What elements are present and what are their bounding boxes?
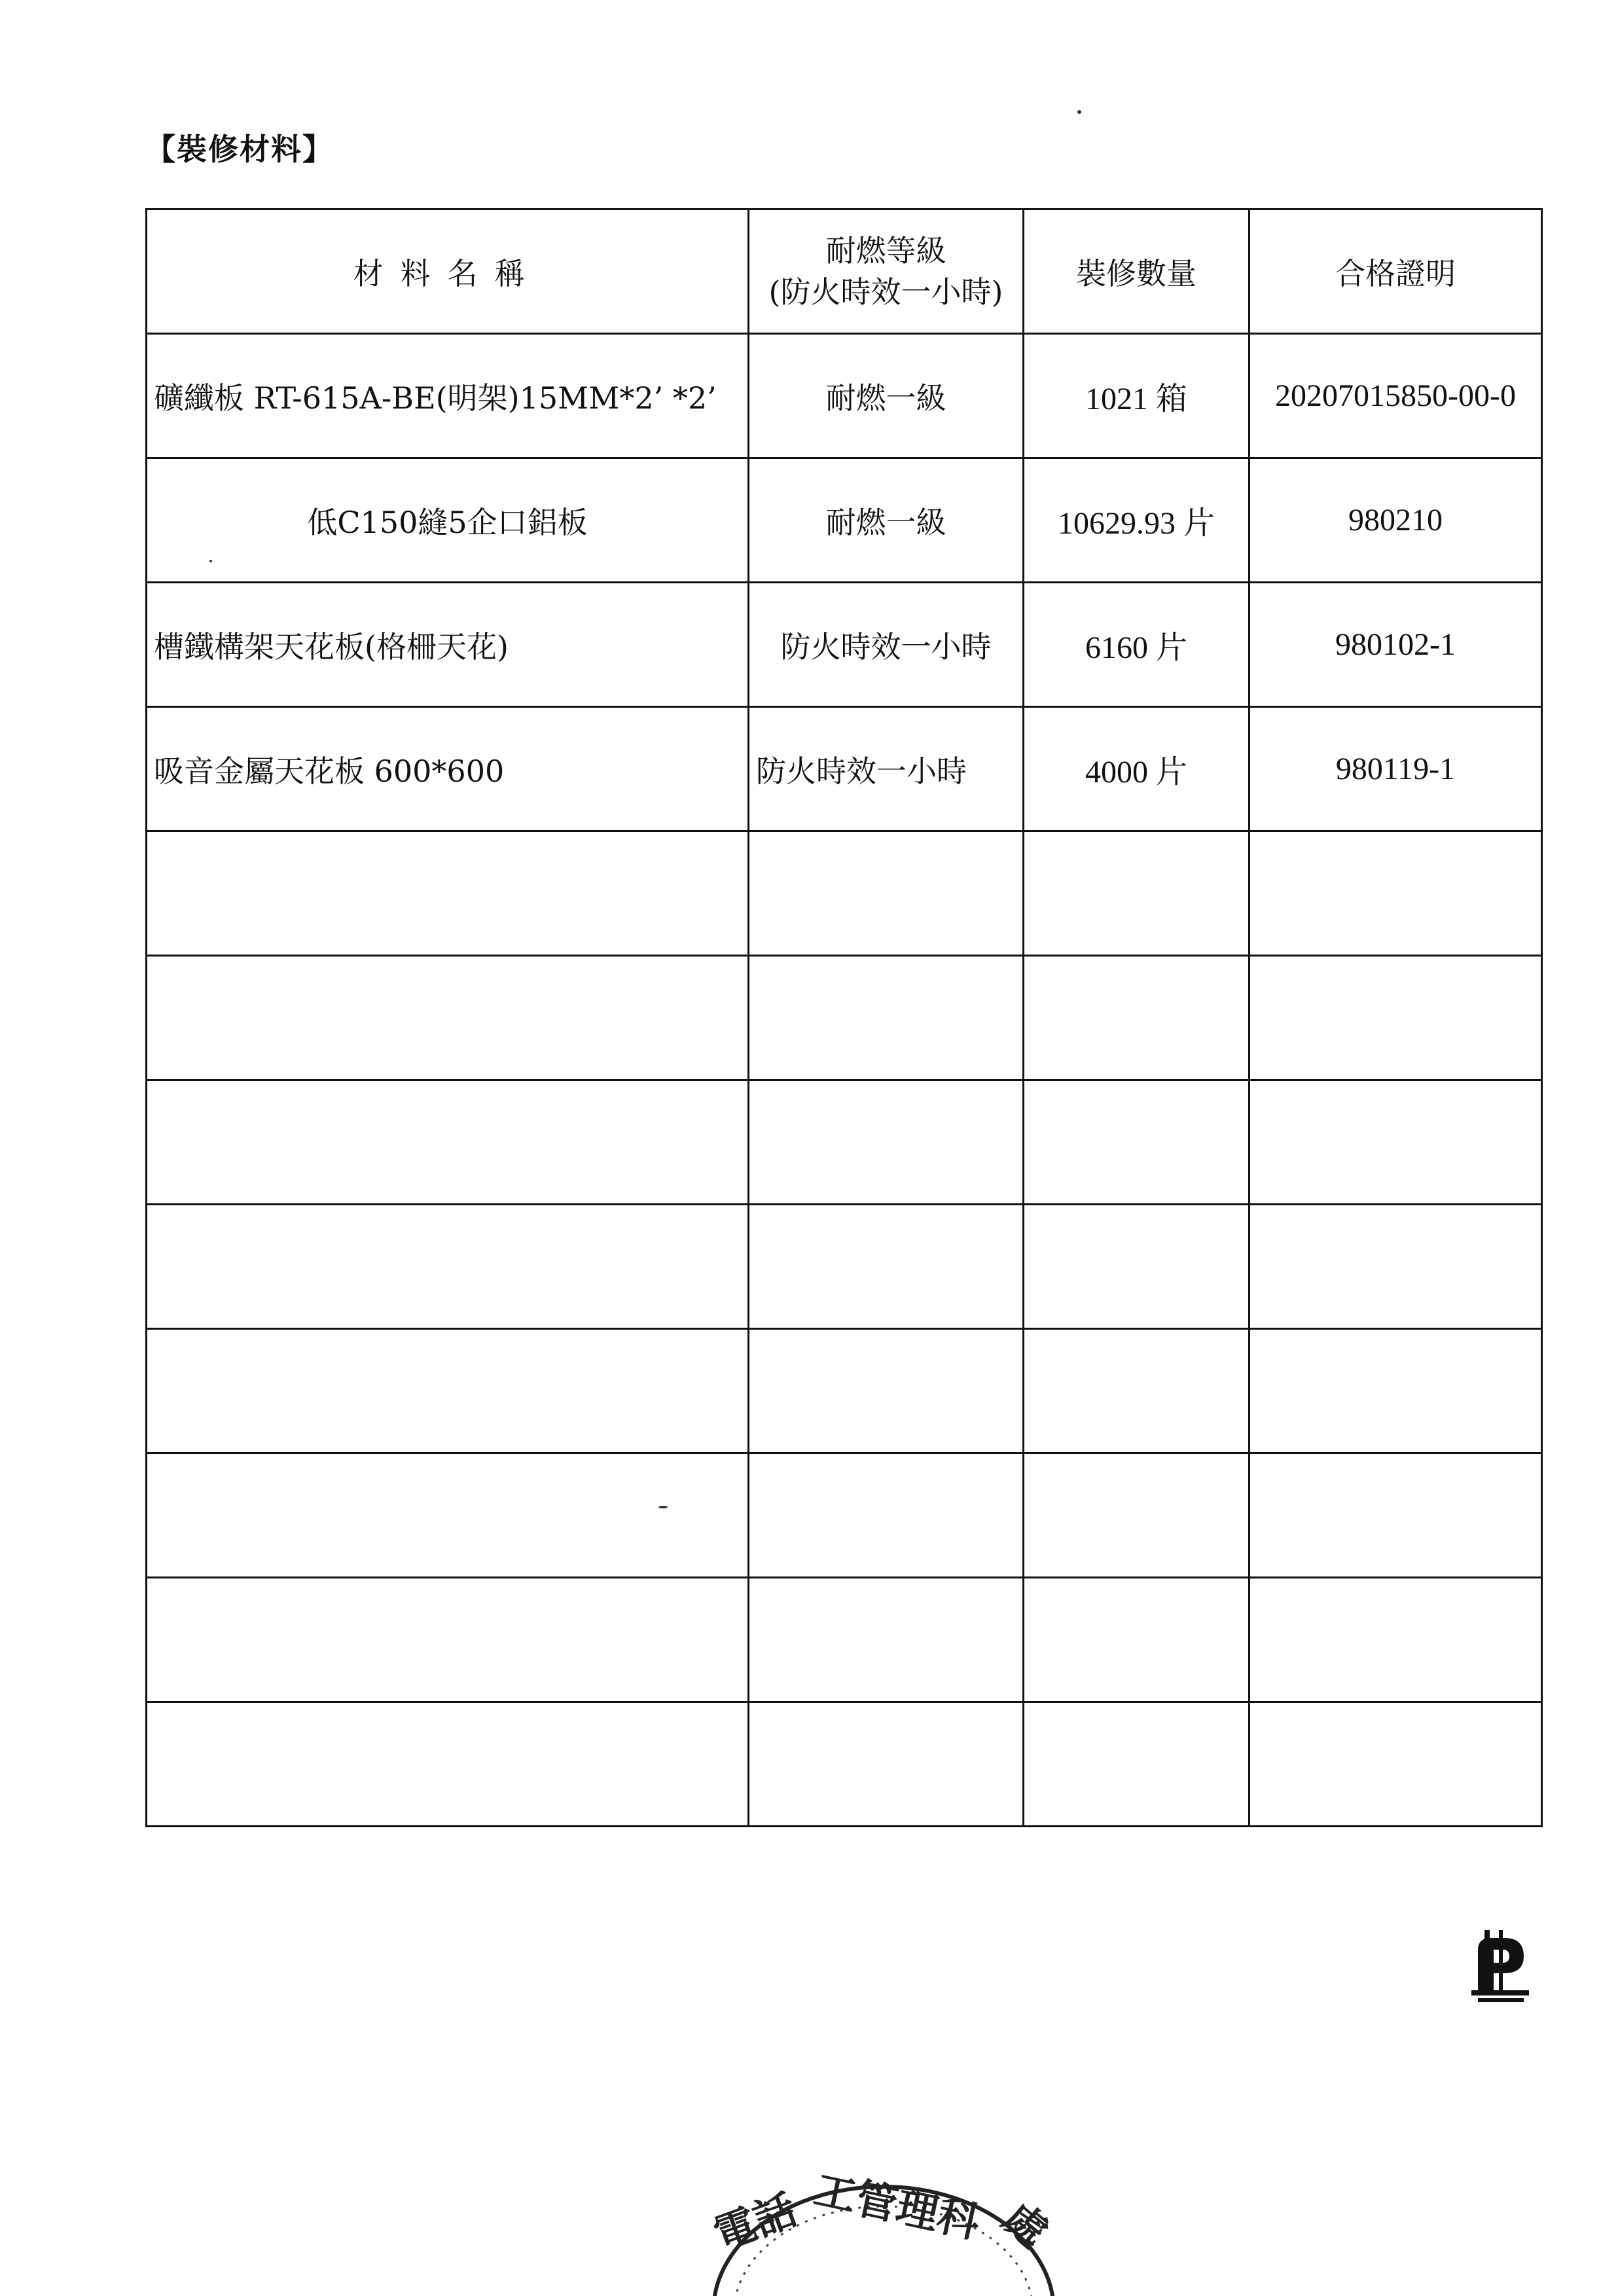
empty-cell [1249, 1329, 1542, 1453]
empty-cell [147, 956, 749, 1080]
empty-cell [1024, 1080, 1249, 1205]
official-stamp [694, 2147, 1060, 2296]
stamp-partial: 電話 [708, 2185, 803, 2260]
empty-cell [1024, 1205, 1249, 1329]
empty-cell [1249, 1080, 1542, 1205]
header-fire-grade-line1: 耐燃等級 [825, 233, 946, 269]
table-row-empty [147, 1578, 1542, 1702]
cell-quantity: 6160 片 [1024, 583, 1249, 707]
empty-cell [147, 1080, 749, 1205]
cell-certificate: 980102-1 [1249, 583, 1542, 707]
cell-material-name: 低C150縫5企口鋁板 [147, 458, 749, 583]
cell-quantity: 10629.93 片 [1024, 458, 1249, 583]
cell-certificate: 980210 [1249, 458, 1542, 583]
table-header-row [147, 210, 1542, 334]
cell-quantity: 4000 片 [1024, 707, 1249, 831]
table-row [147, 707, 1542, 831]
empty-cell [749, 956, 1024, 1080]
cell-quantity: 1021 箱 [1024, 334, 1249, 458]
cell-certificate: 20207015850-00-0 [1249, 334, 1542, 458]
empty-cell [147, 1453, 749, 1578]
empty-cell [1249, 1702, 1542, 1827]
empty-cell [749, 831, 1024, 956]
table-row-empty [147, 1205, 1542, 1329]
empty-cell [147, 831, 749, 956]
table-row-empty [147, 1329, 1542, 1453]
cell-fire-grade: 耐燃一級 [749, 458, 1024, 583]
cell-material-name: 槽鐵構架天花板(格柵天花) [147, 583, 749, 707]
empty-cell [1024, 831, 1249, 956]
empty-cell [147, 1329, 749, 1453]
scan-speck [209, 560, 212, 562]
table-row-empty [147, 1080, 1542, 1205]
header-fire-grade-line2: (防火時效一小時) [768, 274, 1003, 310]
cell-fire-grade: 防火時效一小時 [749, 707, 1024, 831]
empty-cell [749, 1080, 1024, 1205]
cell-material-name: 礦纖板 RT-615A-BE(明架)15MM*2’ *2’ [147, 334, 749, 458]
empty-cell [147, 1578, 749, 1702]
empty-cell [1024, 1329, 1249, 1453]
empty-cell [1249, 956, 1542, 1080]
empty-cell [1024, 1453, 1249, 1578]
empty-cell [1024, 1702, 1249, 1827]
table-row [147, 583, 1542, 707]
header-quantity: 裝修數量 [1024, 210, 1249, 334]
table-row [147, 458, 1542, 583]
table-row-empty [147, 831, 1542, 956]
empty-cell [147, 1205, 749, 1329]
empty-cell [147, 1702, 749, 1827]
company-logo-icon [1465, 1930, 1537, 2009]
table-row [147, 334, 1542, 458]
stamp-text: 工管理科 [810, 2165, 984, 2248]
empty-cell [1249, 1205, 1542, 1329]
empty-cell [749, 1578, 1024, 1702]
empty-cell [749, 1453, 1024, 1578]
table-row-empty [147, 1453, 1542, 1578]
empty-cell [1024, 956, 1249, 1080]
empty-cell [749, 1205, 1024, 1329]
empty-cell [1249, 1578, 1542, 1702]
header-certificate: 合格證明 [1249, 210, 1542, 334]
scan-speck [1077, 110, 1081, 114]
cell-fire-grade: 防火時效一小時 [749, 583, 1024, 707]
cell-certificate: 980119-1 [1249, 707, 1542, 831]
empty-cell [749, 1329, 1024, 1453]
header-fire-grade [749, 210, 1024, 334]
cell-fire-grade: 耐燃一級 [749, 334, 1024, 458]
stamp-seal: 處 [993, 2193, 1058, 2258]
table-row-empty [147, 956, 1542, 1080]
empty-cell [1024, 1578, 1249, 1702]
materials-table [145, 208, 1543, 1827]
scan-speck [658, 1506, 668, 1508]
section-title: 【裝修材料】 [145, 132, 334, 167]
empty-cell [1249, 1453, 1542, 1578]
header-material-name: 材料名稱 [147, 210, 749, 334]
empty-cell [749, 1702, 1024, 1827]
empty-cell [1249, 831, 1542, 956]
cell-material-name: 吸音金屬天花板 600*600 [147, 707, 749, 831]
table-row-empty [147, 1702, 1542, 1827]
